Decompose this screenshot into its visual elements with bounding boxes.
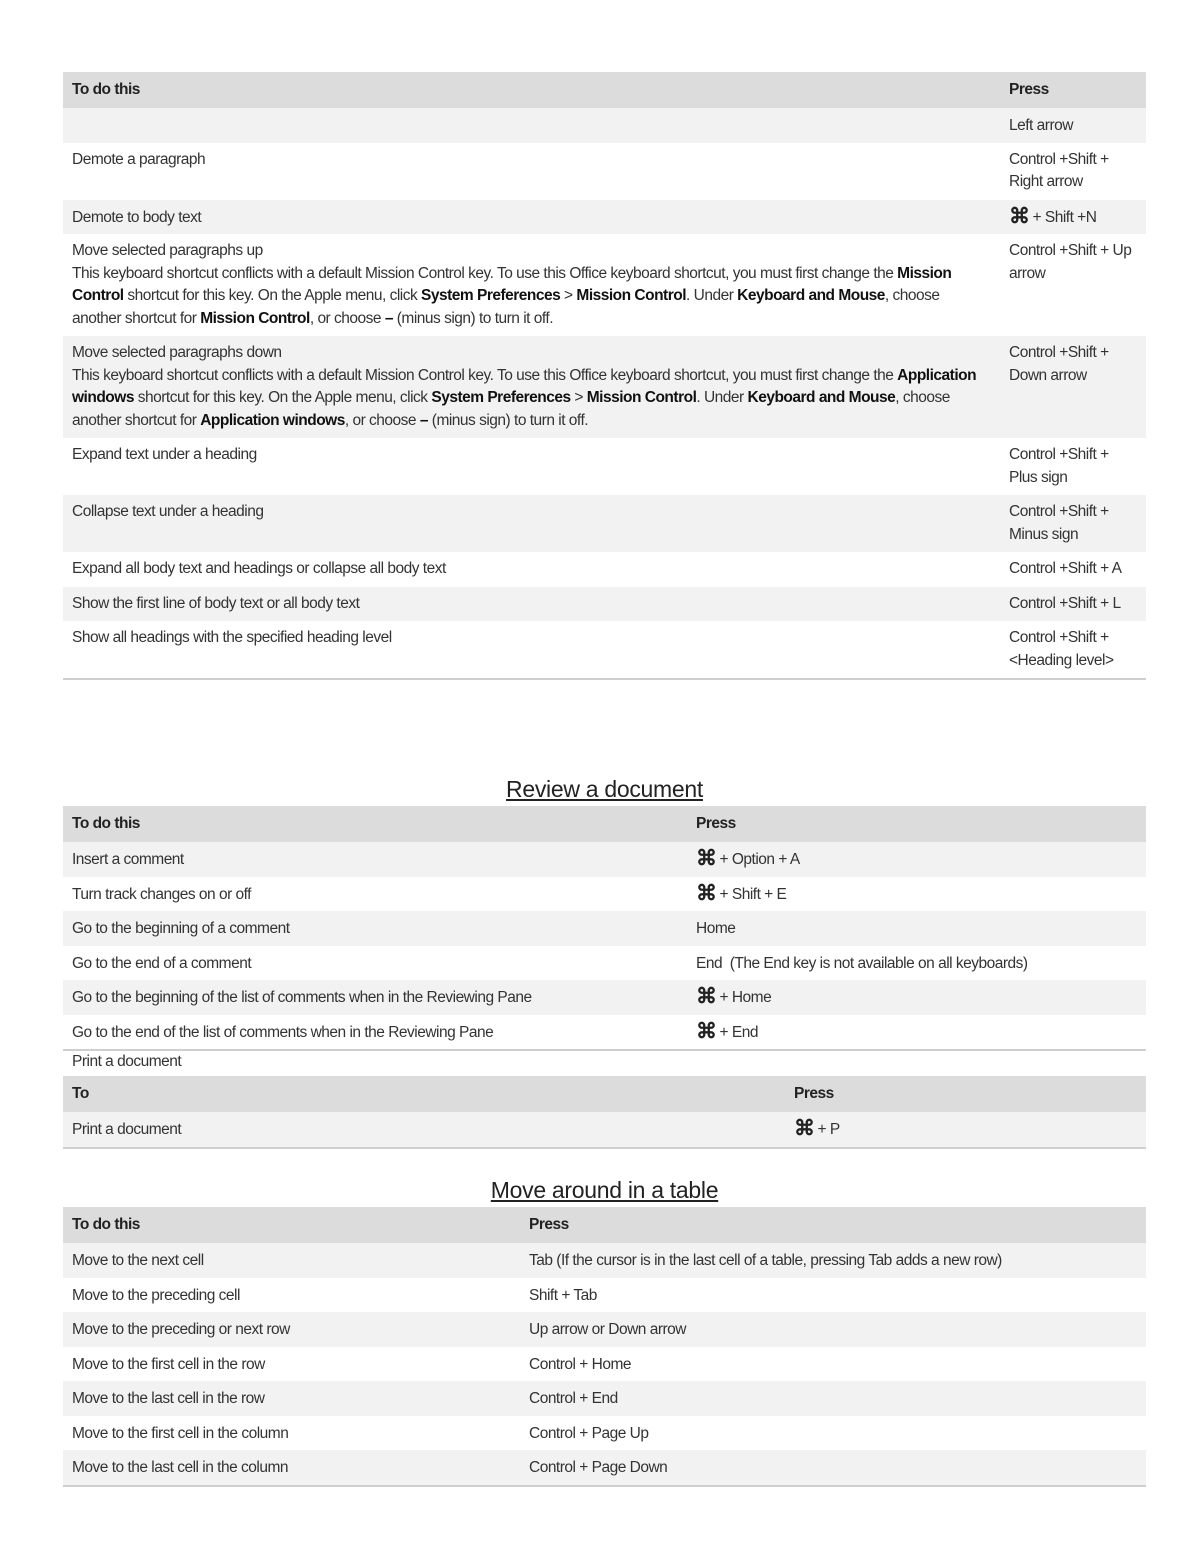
keys-cell (687, 1015, 1146, 1051)
keys-cell: Control + Page Down (520, 1450, 1146, 1486)
action-cell (63, 336, 1000, 438)
table-row (63, 587, 1146, 622)
table-row (63, 1347, 1146, 1382)
print-shortcuts-table (63, 1076, 1146, 1149)
keys-cell (785, 1112, 1146, 1148)
keys-cell: Control + End (520, 1381, 1146, 1416)
action-cell: Demote a paragraph (63, 143, 1000, 200)
table-nav-shortcuts-table (63, 1207, 1146, 1487)
keys-cell: End (The End key is not available on all keyboards) (687, 946, 1146, 981)
keys-cell: Up arrow or Down arrow (520, 1312, 1146, 1347)
table-row (63, 621, 1146, 679)
table-row (63, 336, 1146, 438)
keys-cell (687, 877, 1146, 912)
action-cell: Move to the last cell in the row (63, 1381, 520, 1416)
table-row (63, 234, 1146, 336)
table-nav-section-heading: Move around in a table (490, 1177, 719, 1203)
table-row (63, 1243, 1146, 1278)
keys-cell: Control +Shift + L (1000, 587, 1146, 622)
action-cell: Go to the end of the list of comments when in the Reviewing Pane (63, 1015, 687, 1051)
keys-cell: Home (687, 911, 1146, 946)
table-row (63, 1112, 1146, 1148)
table-header-row (63, 72, 1146, 108)
table-row (63, 1278, 1146, 1313)
command-key-icon: ⌘ (696, 985, 717, 1008)
keys-text: + End (719, 1023, 758, 1041)
keys-cell (687, 842, 1146, 877)
table-row (63, 200, 1146, 235)
action-cell: Go to the beginning of a comment (63, 911, 687, 946)
table-row (63, 108, 1146, 143)
column-header-keys: Press (1000, 72, 1146, 108)
action-cell: Go to the end of a comment (63, 946, 687, 981)
action-cell: Move to the first cell in the column (63, 1416, 520, 1451)
table-row (63, 911, 1146, 946)
action-cell: Collapse text under a heading (63, 495, 1000, 552)
print-section-label: Print a document (72, 1053, 182, 1070)
action-cell (63, 108, 1000, 143)
review-shortcuts-table (63, 806, 1146, 1051)
keys-cell: Left arrow (1000, 108, 1146, 143)
table-row (63, 552, 1146, 587)
action-cell: Expand text under a heading (63, 438, 1000, 495)
keys-cell: Shift + Tab (520, 1278, 1146, 1313)
keys-cell: Tab (If the cursor is in the last cell of a table, pressing Tab adds a new row) (520, 1243, 1146, 1278)
keys-text: + P (817, 1121, 840, 1138)
table-row (63, 877, 1146, 912)
table-header-row (63, 1207, 1146, 1243)
keys-text: + Option + A (719, 851, 800, 868)
table-row (63, 842, 1146, 877)
table-header-row (63, 806, 1146, 842)
column-header-keys: Press (785, 1076, 1146, 1112)
keys-cell: Control +Shift + Plus sign (1000, 438, 1146, 495)
action-cell: Show the first line of body text or all body text (63, 587, 1000, 622)
table-header-row (63, 1076, 1146, 1112)
keys-cell (687, 980, 1146, 1015)
command-key-icon: ⌘ (794, 1117, 815, 1140)
column-header-action: To (63, 1076, 785, 1112)
table-row (63, 980, 1146, 1015)
action-cell: Print a document (63, 1112, 785, 1148)
column-header-keys: Press (520, 1207, 1146, 1243)
keys-cell: Control +Shift + Up arrow (1000, 234, 1146, 336)
action-cell: Move to the last cell in the column (63, 1450, 520, 1486)
keys-cell: Control +Shift +<Heading level> (1000, 621, 1146, 679)
keys-cell: Control +Shift + Right arrow (1000, 143, 1146, 200)
keys-text: + Shift + E (719, 885, 787, 903)
column-header-action: To do this (63, 1207, 520, 1243)
review-section-heading: Review a document (506, 776, 703, 802)
column-header-action: To do this (63, 72, 1000, 108)
action-cell: Move to the preceding cell (63, 1278, 520, 1313)
table-row (63, 946, 1146, 981)
command-key-icon: ⌘ (696, 1019, 717, 1043)
table-row (63, 438, 1146, 495)
column-header-keys: Press (687, 806, 1146, 842)
keys-cell: Control +Shift + A (1000, 552, 1146, 587)
action-cell: Move to the first cell in the row (63, 1347, 520, 1382)
table-row (63, 143, 1146, 200)
keys-cell: Control + Home (520, 1347, 1146, 1382)
action-cell: Go to the beginning of the list of comments when in the Reviewing Pane (63, 980, 687, 1015)
table-row (63, 1381, 1146, 1416)
outline-shortcuts-table (63, 72, 1146, 680)
table-row (63, 495, 1146, 552)
table-row (63, 1015, 1146, 1051)
command-key-icon: ⌘ (1009, 204, 1030, 228)
action-cell: Insert a comment (63, 842, 687, 877)
action-cell (63, 234, 1000, 336)
action-title: Move selected paragraphs down (72, 344, 282, 361)
command-key-icon: ⌘ (696, 847, 717, 870)
keys-cell: Control +Shift + Down arrow (1000, 336, 1146, 438)
action-cell: Show all headings with the specified heading level (63, 621, 1000, 679)
action-note: This keyboard shortcut conflicts with a default Mission Control key. To use this Office keyboard shortcut, you must first change the Mission Control shortcut for this key. On the Apple menu, click System Preferences > Mission Control. Under Keyboard and Mouse, choose another shortcut for Mission Control, or choose – (minus sign) to turn it off. (72, 264, 952, 327)
table-row (63, 1450, 1146, 1486)
action-cell: Move to the next cell (63, 1243, 520, 1278)
table-row (63, 1312, 1146, 1347)
keys-cell (1000, 200, 1146, 235)
column-header-action: To do this (63, 806, 687, 842)
keys-text: + Home (719, 989, 772, 1006)
action-cell: Move to the preceding or next row (63, 1312, 520, 1347)
keys-text: + Shift +N (1032, 208, 1097, 226)
action-title: Move selected paragraphs up (72, 242, 263, 259)
command-key-icon: ⌘ (696, 881, 717, 905)
action-cell: Turn track changes on or off (63, 877, 687, 912)
keys-cell: Control +Shift + Minus sign (1000, 495, 1146, 552)
action-cell: Expand all body text and headings or collapse all body text (63, 552, 1000, 587)
keys-cell: Control + Page Up (520, 1416, 1146, 1451)
table-row (63, 1416, 1146, 1451)
action-note: This keyboard shortcut conflicts with a default Mission Control key. To use this Office keyboard shortcut, you must first change the Application windows shortcut for this key. On the Apple menu, click System Preferences > Mission Control. Under Keyboard and Mouse, choose another shortcut for Application windows, or choose – (minus sign) to turn it off. (72, 366, 977, 429)
action-cell: Demote to body text (63, 200, 1000, 235)
